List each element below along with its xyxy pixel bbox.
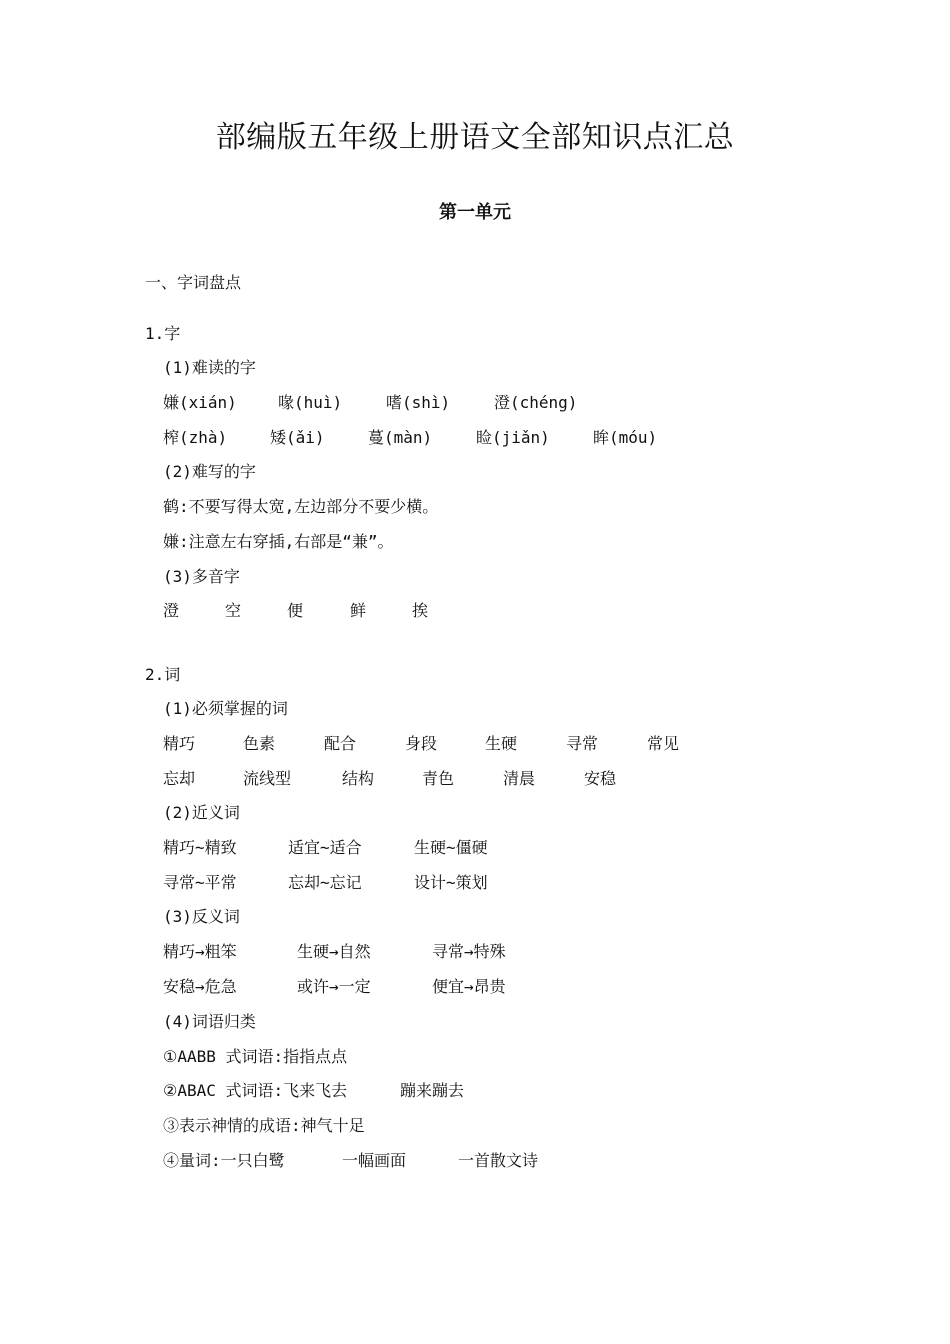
polyphone-char: 澄 (163, 601, 180, 620)
document-title: 部编版五年级上册语文全部知识点汇总 (215, 120, 735, 155)
category-text: 一首散文诗 (458, 1151, 539, 1170)
antonym-pair: 或许→一定 (297, 977, 371, 996)
word: 生硬 (485, 734, 518, 753)
hard-read-word: 矮(ǎi) (270, 428, 325, 447)
hard-read-word: 嗜(shì) (386, 393, 451, 412)
synonym-pair: 适宜~适合 (288, 838, 362, 857)
zi-heading: 1.字 (145, 324, 181, 343)
hard-read-word: 嫌(xián) (163, 393, 237, 412)
antonym-row-1 (0, 941, 950, 963)
hard-write-note: 鹤:不要写得太宽,左边部分不要少横。 (163, 497, 439, 516)
antonym-pair: 安稳→危急 (163, 977, 237, 996)
antonym-row-2 (0, 976, 950, 998)
polyphone-row (0, 600, 950, 622)
hard-read-row-2 (0, 427, 950, 449)
hard-write-heading: (2)难写的字 (163, 462, 256, 481)
word: 精巧 (163, 734, 196, 753)
category-text: 一幅画面 (342, 1151, 407, 1170)
hard-read-heading: (1)难读的字 (163, 358, 256, 377)
word: 清晨 (503, 769, 536, 788)
antonym-pair: 寻常→特殊 (432, 942, 506, 961)
must-know-heading: (1)必须掌握的词 (163, 699, 288, 718)
synonym-heading: (2)近义词 (163, 803, 240, 822)
synonym-row-1 (0, 837, 950, 859)
word: 流线型 (243, 769, 292, 788)
section-heading: 一、字词盘点 (145, 273, 242, 292)
category-item (0, 1150, 950, 1172)
synonym-pair: 设计~策划 (414, 873, 488, 892)
hard-read-word: 喙(huì) (278, 393, 343, 412)
polyphone-char: 便 (287, 601, 304, 620)
must-know-row-1 (0, 733, 950, 755)
hard-read-row-1 (0, 392, 950, 414)
synonym-pair: 生硬~僵硬 (414, 838, 488, 857)
synonym-row-2 (0, 872, 950, 894)
word: 身段 (405, 734, 438, 753)
antonym-heading: (3)反义词 (163, 907, 240, 926)
word: 青色 (422, 769, 455, 788)
synonym-pair: 精巧~精致 (163, 838, 237, 857)
polyphone-heading: (3)多音字 (163, 567, 240, 586)
antonym-pair: 精巧→粗笨 (163, 942, 237, 961)
hard-read-word: 眸(móu) (593, 428, 658, 447)
synonym-pair: 忘却~忘记 (288, 873, 362, 892)
category-item: ③表示神情的成语:神气十足 (163, 1116, 365, 1135)
polyphone-char: 挨 (412, 601, 429, 620)
polyphone-char: 空 (225, 601, 242, 620)
antonym-pair: 便宜→昂贵 (432, 977, 506, 996)
must-know-row-2 (0, 768, 950, 790)
polyphone-char: 鲜 (350, 601, 367, 620)
antonym-pair: 生硬→自然 (297, 942, 371, 961)
category-item (0, 1080, 950, 1102)
category-text: ②ABAC 式词语:飞来飞去 (163, 1081, 348, 1100)
word: 忘却 (163, 769, 196, 788)
ci-heading: 2.词 (145, 665, 181, 684)
word: 配合 (324, 734, 357, 753)
word: 结构 (342, 769, 375, 788)
hard-read-word: 蔓(màn) (368, 428, 433, 447)
hard-read-word: 澄(chéng) (494, 393, 578, 412)
hard-write-note: 嫌:注意左右穿插,右部是“兼”。 (163, 532, 394, 551)
category-text: ④量词:一只白鹭 (163, 1151, 285, 1170)
word: 安稳 (584, 769, 617, 788)
category-text: 蹦来蹦去 (400, 1081, 465, 1100)
word: 寻常 (566, 734, 599, 753)
word: 常见 (647, 734, 680, 753)
word: 色素 (243, 734, 276, 753)
category-heading: (4)词语归类 (163, 1012, 256, 1031)
category-item: ①AABB 式词语:指指点点 (163, 1047, 348, 1066)
hard-read-word: 睑(jiǎn) (476, 428, 550, 447)
synonym-pair: 寻常~平常 (163, 873, 237, 892)
hard-read-word: 榨(zhà) (163, 428, 228, 447)
unit-heading: 第一单元 (439, 202, 511, 223)
